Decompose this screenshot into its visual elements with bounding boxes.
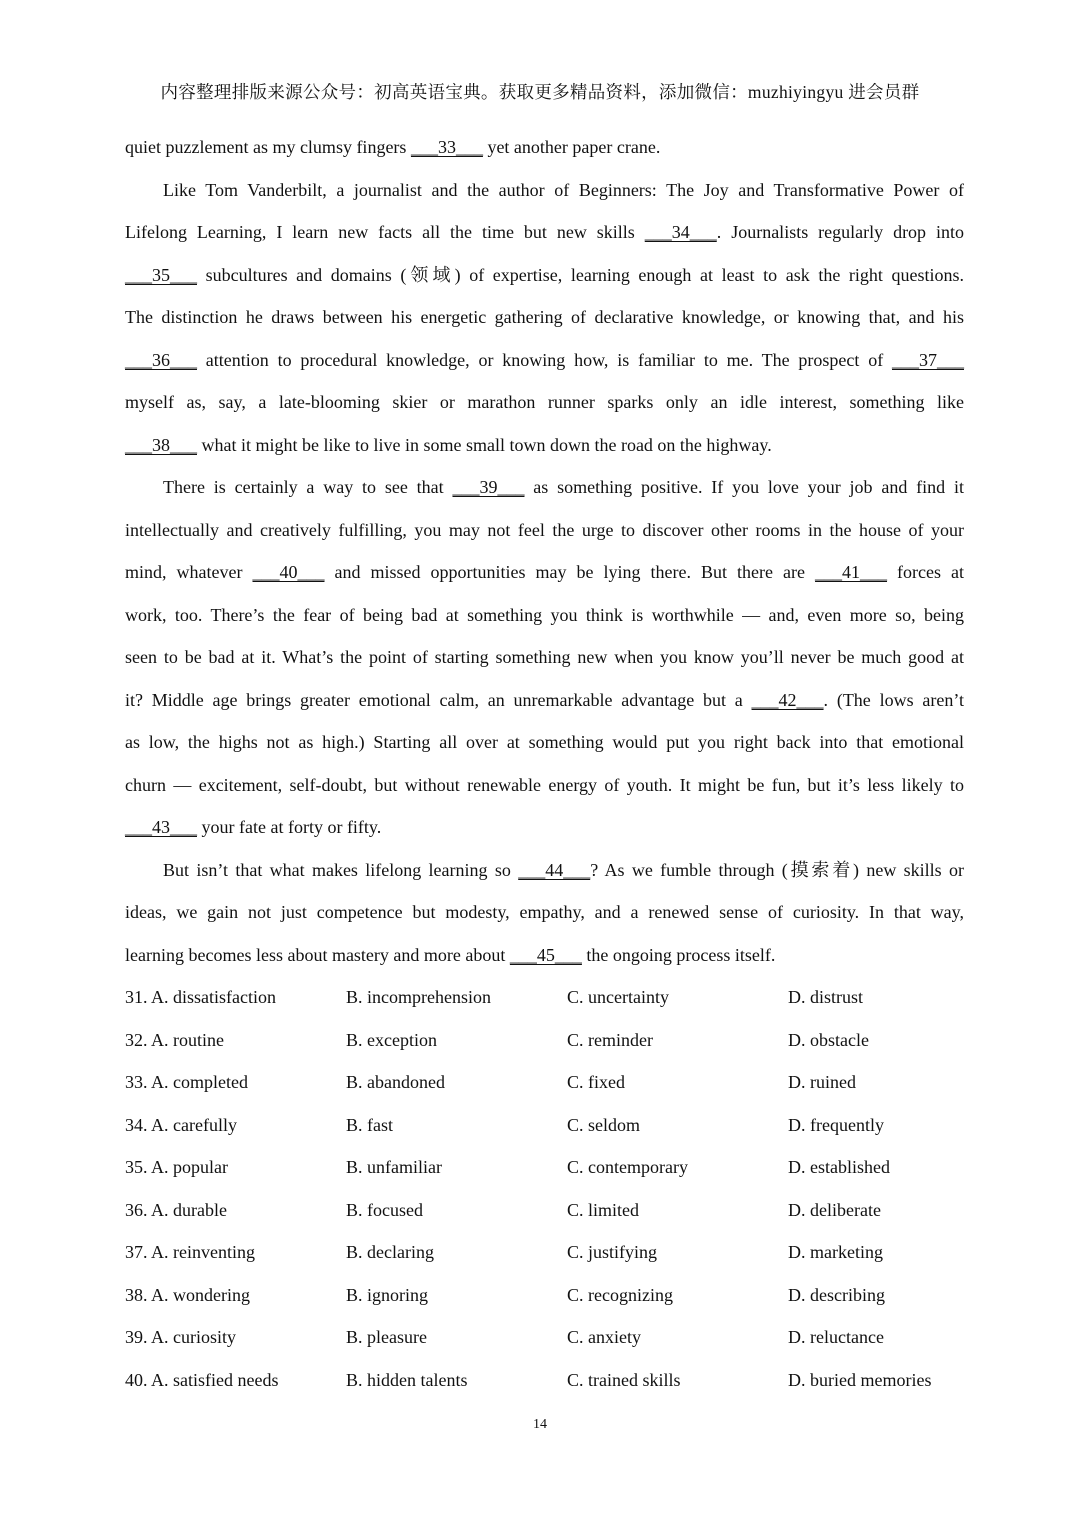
page-header: 内容整理排版来源公众号：初高英语宝典。获取更多精品资料，添加微信：muzhiyingyu 进会员群 — [160, 82, 920, 102]
option-a: 38. A. wondering — [125, 1284, 250, 1305]
line-text: what it might be like to live in some small town down the road on the highway. — [197, 434, 772, 455]
passage-line: churn — excitement, self-doubt, but without renewable energy of youth. It might be fun, but it’s less likely to — [125, 774, 964, 795]
line-text: learning becomes less about mastery and more about — [125, 944, 510, 965]
line-text: forces at — [887, 562, 965, 582]
option-row-31 — [125, 976, 985, 1019]
passage-line — [125, 126, 964, 169]
option-d: D. established — [788, 1157, 890, 1177]
option-d: D. ruined — [788, 1072, 856, 1092]
passage-line: ideas, we gain not just competence but modesty, empathy, and a renewed sense of curiosity. In that way, — [125, 902, 964, 922]
option-c: C. uncertainty — [567, 987, 669, 1007]
blank-43: ___43___ — [125, 817, 197, 837]
option-b: B. exception — [346, 1029, 437, 1050]
option-a: 40. A. satisfied needs — [125, 1369, 279, 1390]
blank-39: ___39___ — [452, 477, 525, 497]
option-b: B. fast — [346, 1114, 393, 1135]
option-c: C. anxiety — [567, 1327, 641, 1347]
option-a: 31. A. dissatisfaction — [125, 987, 276, 1007]
blank-38: ___38___ — [125, 434, 197, 455]
option-d: D. obstacle — [788, 1029, 869, 1050]
option-a: 33. A. completed — [125, 1072, 248, 1092]
line-text: subcultures and domains (领域) of expertise, learning enough at least to ask the right questions. — [197, 264, 964, 285]
option-d: D. frequently — [788, 1114, 884, 1135]
line-text: But isn’t that what makes lifelong learning so — [163, 859, 519, 880]
passage-line: intellectually and creatively fulfilling, you may not feel the urge to discover other rooms in the house of your — [125, 519, 964, 540]
option-a: 37. A. reinventing — [125, 1242, 255, 1262]
line-text: . Journalists regularly drop into — [716, 222, 965, 242]
blank-45: ___45___ — [509, 944, 582, 965]
option-row-39 — [125, 1316, 985, 1359]
line-text: mind, whatever — [125, 562, 253, 582]
option-a: 34. A. carefully — [125, 1114, 237, 1135]
blank-36: ___36___ — [125, 349, 197, 370]
blank-40: ___40___ — [252, 562, 325, 582]
option-c: C. seldom — [567, 1114, 641, 1135]
passage-line — [125, 934, 964, 977]
line-text: Lifelong Learning, I learn new facts all the time but new skills — [125, 222, 645, 242]
line-text: yet another paper crane. — [482, 137, 661, 157]
passage-line — [125, 339, 964, 382]
option-a: 36. A. durable — [125, 1199, 227, 1220]
line-text: ? As we fumble through (摸索着) new skills or — [590, 859, 964, 880]
blank-37: ___37___ — [892, 349, 964, 370]
blank-35: ___35___ — [125, 264, 197, 285]
line-text: and missed opportunities may be lying there. But there are — [324, 562, 816, 582]
option-c: C. recognizing — [567, 1284, 673, 1305]
passage-line: as low, the highs not as high.) Starting all over at something would put you right back into that emotional — [125, 732, 964, 752]
option-a: 32. A. routine — [125, 1029, 224, 1050]
option-c: C. trained skills — [567, 1369, 681, 1390]
option-b: B. incomprehension — [346, 987, 491, 1007]
passage-line — [125, 551, 964, 594]
option-b: B. pleasure — [346, 1327, 427, 1347]
option-row-35 — [125, 1146, 985, 1189]
option-b: B. hidden talents — [346, 1369, 468, 1390]
option-a: 39. A. curiosity — [125, 1327, 236, 1347]
line-text: it? Middle age brings greater emotional calm, an unremarkable advantage but a — [125, 689, 752, 710]
answer-options — [125, 976, 985, 1401]
option-d: D. reluctance — [788, 1327, 884, 1347]
option-c: C. fixed — [567, 1072, 625, 1092]
option-d: D. deliberate — [788, 1199, 881, 1220]
line-text: quiet puzzlement as my clumsy fingers — [125, 137, 411, 157]
blank-42: ___42___ — [751, 689, 824, 710]
option-row-36 — [125, 1189, 985, 1232]
blank-33: ___33___ — [410, 137, 483, 157]
passage-line: work, too. There’s the fear of being bad at something you think is worthwhile — and, even more so, being — [125, 604, 964, 625]
page-number: 14 — [533, 1417, 547, 1432]
line-text: . (The lows aren’t — [823, 689, 964, 710]
option-d: D. describing — [788, 1284, 885, 1305]
option-row-32 — [125, 1019, 985, 1062]
option-d: D. buried memories — [788, 1369, 932, 1390]
passage-line: myself as, say, a late-blooming skier or marathon runner sparks only an idle interest, something like — [125, 392, 964, 412]
option-c: C. justifying — [567, 1242, 658, 1262]
passage-line: seen to be bad at it. What’s the point of starting something new when you know you’ll never be much good at — [125, 647, 964, 667]
passage-line — [125, 211, 964, 254]
passage-line: The distinction he draws between his energetic gathering of declarative knowledge, or knowing that, and his — [125, 307, 964, 327]
passage-line — [125, 849, 964, 892]
passage — [125, 126, 964, 976]
passage-line: Like Tom Vanderbilt, a journalist and the author of Beginners: The Joy and Transformative Power of — [163, 179, 964, 200]
option-b: B. ignoring — [346, 1284, 429, 1305]
passage-line — [125, 679, 964, 722]
passage-line — [125, 466, 964, 509]
option-d: D. distrust — [788, 987, 864, 1007]
line-text: There is certainly a way to see that — [163, 477, 453, 497]
option-d: D. marketing — [788, 1242, 883, 1262]
blank-44: ___44___ — [518, 859, 591, 880]
option-row-34 — [125, 1104, 985, 1147]
line-text: the ongoing process itself. — [581, 944, 776, 965]
option-row-40 — [125, 1359, 985, 1402]
blank-41: ___41___ — [815, 562, 888, 582]
option-b: B. declaring — [346, 1242, 434, 1262]
line-text: as something positive. If you love your job and find it — [524, 477, 964, 497]
option-c: C. limited — [567, 1199, 639, 1220]
passage-line — [125, 254, 964, 297]
option-row-38 — [125, 1274, 985, 1317]
blank-34: ___34___ — [644, 222, 717, 242]
passage-line — [125, 424, 964, 467]
option-b: B. unfamiliar — [346, 1157, 442, 1177]
option-row-37 — [125, 1231, 985, 1274]
line-text: your fate at forty or fifty. — [197, 817, 382, 837]
option-b: B. abandoned — [346, 1072, 445, 1092]
line-text: attention to procedural knowledge, or knowing how, is familiar to me. The prospect of — [197, 349, 892, 370]
option-c: C. reminder — [567, 1029, 653, 1050]
option-row-33 — [125, 1061, 985, 1104]
option-c: C. contemporary — [567, 1157, 688, 1177]
option-b: B. focused — [346, 1199, 423, 1220]
passage-line — [125, 806, 964, 849]
option-a: 35. A. popular — [125, 1157, 228, 1177]
